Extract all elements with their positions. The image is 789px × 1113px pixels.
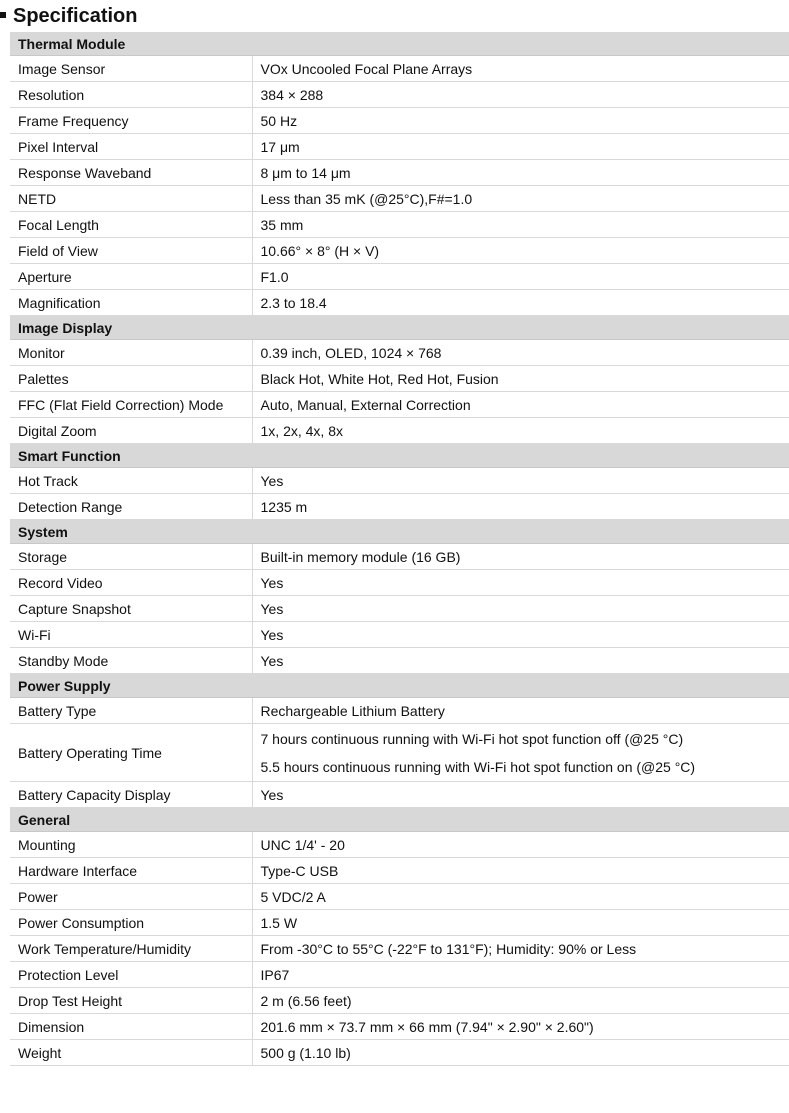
row-label: Detection Range: [10, 494, 252, 520]
page-title: Specification: [13, 5, 138, 27]
row-value: 2.3 to 18.4: [252, 290, 789, 316]
section-title: Image Display: [10, 316, 789, 340]
table-row: [10, 82, 789, 108]
row-value: Yes: [252, 648, 789, 674]
row-value: 2 m (6.56 feet): [252, 988, 789, 1014]
row-value: Rechargeable Lithium Battery: [252, 698, 789, 724]
table-row: [10, 596, 789, 622]
row-label: NETD: [10, 186, 252, 212]
row-value: Yes: [252, 622, 789, 648]
row-label: Storage: [10, 544, 252, 570]
spec-table: [10, 32, 789, 1066]
row-label: Battery Type: [10, 698, 252, 724]
table-row: [10, 212, 789, 238]
table-row: [10, 290, 789, 316]
row-value: [252, 724, 789, 782]
row-value: From -30°C to 55°C (-22°F to 131°F); Humidity: 90% or Less: [252, 936, 789, 962]
row-label: FFC (Flat Field Correction) Mode: [10, 392, 252, 418]
row-value: 201.6 mm × 73.7 mm × 66 mm (7.94" × 2.90" × 2.60"): [252, 1014, 789, 1040]
row-label: Capture Snapshot: [10, 596, 252, 622]
section-header-smart-function: [10, 444, 789, 468]
row-label: Record Video: [10, 570, 252, 596]
table-row: [10, 418, 789, 444]
row-value: 384 × 288: [252, 82, 789, 108]
row-value: Black Hot, White Hot, Red Hot, Fusion: [252, 366, 789, 392]
table-row: [10, 648, 789, 674]
row-value: 50 Hz: [252, 108, 789, 134]
row-value: 1x, 2x, 4x, 8x: [252, 418, 789, 444]
row-label: Drop Test Height: [10, 988, 252, 1014]
row-label: Field of View: [10, 238, 252, 264]
section-header-power-supply: [10, 674, 789, 698]
row-label: Resolution: [10, 82, 252, 108]
row-label: Weight: [10, 1040, 252, 1066]
table-row: [10, 186, 789, 212]
table-row: [10, 962, 789, 988]
row-value: 17 μm: [252, 134, 789, 160]
table-row: [10, 544, 789, 570]
row-value: 0.39 inch, OLED, 1024 × 768: [252, 340, 789, 366]
row-label: Power Consumption: [10, 910, 252, 936]
section-header-system: [10, 520, 789, 544]
table-row: [10, 910, 789, 936]
row-label: Hardware Interface: [10, 858, 252, 884]
row-value: UNC 1/4' - 20: [252, 832, 789, 858]
row-value: IP67: [252, 962, 789, 988]
section-header-image-display: [10, 316, 789, 340]
table-row: [10, 988, 789, 1014]
row-value: Yes: [252, 596, 789, 622]
row-label: Image Sensor: [10, 56, 252, 82]
row-label: Monitor: [10, 340, 252, 366]
table-row: [10, 264, 789, 290]
table-row: [10, 494, 789, 520]
row-value: 5 VDC/2 A: [252, 884, 789, 910]
row-value: 1.5 W: [252, 910, 789, 936]
row-label: Focal Length: [10, 212, 252, 238]
row-label: Wi-Fi: [10, 622, 252, 648]
table-row: [10, 238, 789, 264]
table-row: [10, 108, 789, 134]
spec-heading: [0, 0, 789, 32]
row-label: Standby Mode: [10, 648, 252, 674]
row-label: Magnification: [10, 290, 252, 316]
section-title: System: [10, 520, 789, 544]
row-value: Yes: [252, 570, 789, 596]
row-label: Response Waveband: [10, 160, 252, 186]
section-title: Power Supply: [10, 674, 789, 698]
row-value: Type-C USB: [252, 858, 789, 884]
row-value: Built-in memory module (16 GB): [252, 544, 789, 570]
table-row: [10, 1014, 789, 1040]
section-header-general: [10, 808, 789, 832]
table-row: [10, 936, 789, 962]
row-value: Yes: [252, 782, 789, 808]
row-value: Yes: [252, 468, 789, 494]
row-label: Battery Operating Time: [10, 724, 252, 782]
section-title: Smart Function: [10, 444, 789, 468]
row-value: 10.66° × 8° (H × V): [252, 238, 789, 264]
table-row: [10, 468, 789, 494]
table-row: [10, 698, 789, 724]
row-value: Auto, Manual, External Correction: [252, 392, 789, 418]
row-label: Digital Zoom: [10, 418, 252, 444]
table-row: [10, 724, 789, 782]
row-label: Dimension: [10, 1014, 252, 1040]
row-value: 1235 m: [252, 494, 789, 520]
table-row: [10, 366, 789, 392]
bullet-icon: [0, 12, 6, 18]
table-row: [10, 340, 789, 366]
row-value: F1.0: [252, 264, 789, 290]
section-title: Thermal Module: [10, 32, 789, 56]
row-value-line: 7 hours continuous running with Wi-Fi hot spot function off (@25 °C): [260, 730, 684, 747]
row-label: Work Temperature/Humidity: [10, 936, 252, 962]
row-label: Power: [10, 884, 252, 910]
row-label: Frame Frequency: [10, 108, 252, 134]
table-row: [10, 56, 789, 82]
row-label: Protection Level: [10, 962, 252, 988]
table-row: [10, 1040, 789, 1066]
table-row: [10, 782, 789, 808]
table-row: [10, 858, 789, 884]
row-label: Mounting: [10, 832, 252, 858]
row-label: Hot Track: [10, 468, 252, 494]
section-title: General: [10, 808, 789, 832]
row-value-line: 5.5 hours continuous running with Wi-Fi hot spot function on (@25 °C): [260, 758, 696, 775]
section-header-thermal-module: [10, 32, 789, 56]
table-row: [10, 160, 789, 186]
table-row: [10, 884, 789, 910]
row-value: 8 μm to 14 μm: [252, 160, 789, 186]
table-row: [10, 832, 789, 858]
table-row: [10, 134, 789, 160]
table-row: [10, 622, 789, 648]
row-label: Aperture: [10, 264, 252, 290]
row-value: VOx Uncooled Focal Plane Arrays: [252, 56, 789, 82]
row-label: Pixel Interval: [10, 134, 252, 160]
table-row: [10, 570, 789, 596]
row-value: 35 mm: [252, 212, 789, 238]
table-row: [10, 392, 789, 418]
row-value: 500 g (1.10 lb): [252, 1040, 789, 1066]
row-label: Palettes: [10, 366, 252, 392]
row-label: Battery Capacity Display: [10, 782, 252, 808]
row-value: Less than 35 mK (@25°C),F#=1.0: [252, 186, 789, 212]
